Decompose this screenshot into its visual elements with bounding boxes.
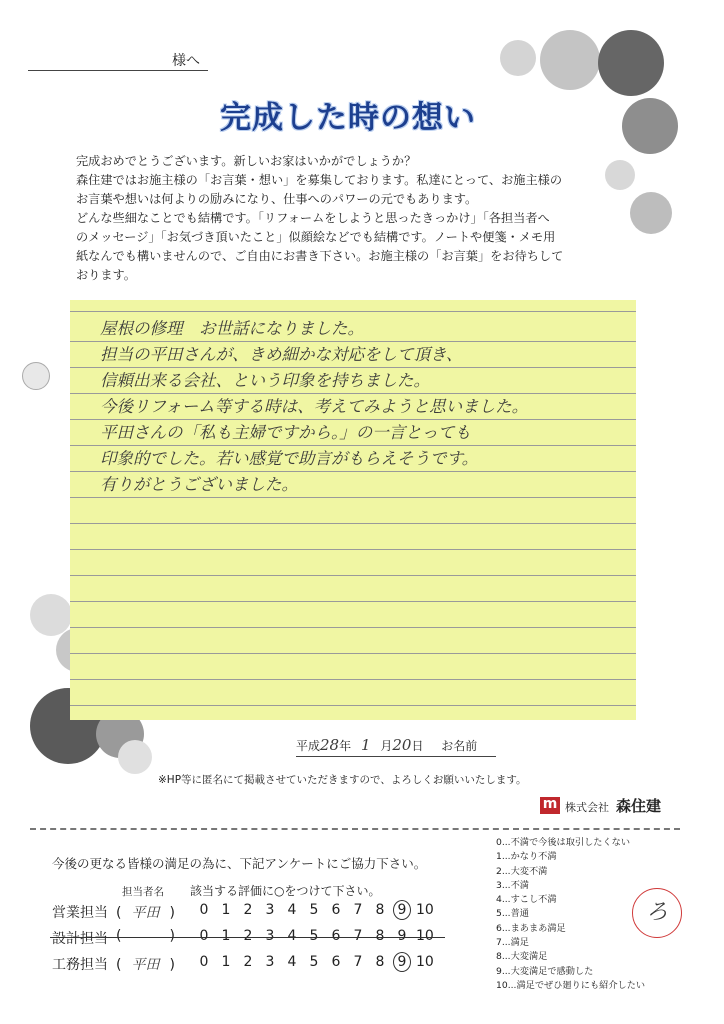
rating-option[interactable]: 1 xyxy=(221,902,231,918)
rating-option[interactable]: 8 xyxy=(375,902,385,918)
legend-item: 3...不満 xyxy=(496,879,529,891)
rating-option[interactable]: 0 xyxy=(199,954,209,970)
survey-row-staff: ( 平田 ) xyxy=(116,954,186,974)
rating-option[interactable]: 7 xyxy=(353,928,363,944)
legend-item: 6...まあまあ満足 xyxy=(496,922,566,934)
rating-option[interactable]: 6 xyxy=(331,928,341,944)
rating-option[interactable]: 9 xyxy=(393,952,411,972)
decorative-circle xyxy=(30,594,72,636)
message-text xyxy=(100,316,630,498)
decorative-circle xyxy=(22,362,50,390)
message-line: 担当の平田さんが、きめ細かな対応をして頂き、 xyxy=(100,345,463,364)
date-year: 28 xyxy=(320,736,340,754)
staff-name: 平田 xyxy=(131,905,160,921)
date-day-label: 日 xyxy=(411,739,424,753)
intro-line: 紙なんでも構いませんので、ご自由にお書き下さい。お施主様の「お言葉」をお待ちして xyxy=(76,249,564,263)
rating-option[interactable]: 0 xyxy=(199,928,209,944)
rating-option[interactable]: 7 xyxy=(353,902,363,918)
rating-option[interactable]: 3 xyxy=(265,928,275,944)
addressee-label: 様へ xyxy=(172,53,200,69)
stamp-text: ろ xyxy=(645,900,668,925)
intro-text xyxy=(76,152,636,285)
rating-option[interactable]: 5 xyxy=(309,954,319,970)
legend-item: 10...満足でぜひ廻りにも紹介したい xyxy=(496,979,646,991)
message-line: 有りがとうございました。 xyxy=(100,475,298,494)
intro-line: おります。 xyxy=(76,268,136,282)
date-row xyxy=(296,736,496,757)
addressee-line xyxy=(28,70,208,71)
rating-option[interactable]: 6 xyxy=(331,954,341,970)
survey-title: 今後の更なる皆様の満足の為に、下記アンケートにご協力下さい。 xyxy=(52,856,427,871)
date-month: 1 xyxy=(360,736,371,754)
rating-option[interactable]: 10 xyxy=(416,928,434,944)
date-year-label: 年 xyxy=(339,739,352,753)
legend-item: 9...大変満足で感動した xyxy=(496,965,594,977)
rating-option[interactable]: 9 xyxy=(393,900,411,920)
rating-option[interactable]: 3 xyxy=(265,954,275,970)
notice-text: ※HP等に匿名にて掲載させていただきますので、よろしくお願いいたします。 xyxy=(158,774,527,786)
rating-option[interactable]: 2 xyxy=(243,902,253,918)
intro-line: 森住建ではお施主様の「お言葉・想い」を募集しております。私達にとって、お施主様の xyxy=(76,173,563,187)
rating-option[interactable]: 10 xyxy=(416,954,434,970)
intro-line: 完成おめでとうございます。新しいお家はいかがでしょうか？ xyxy=(76,154,417,168)
decorative-circle xyxy=(118,740,152,774)
rating-option[interactable]: 7 xyxy=(353,954,363,970)
date-era: 平成 xyxy=(296,739,321,753)
decorative-circle xyxy=(540,30,600,90)
decorative-circle xyxy=(500,40,536,76)
rating-option[interactable]: 4 xyxy=(287,954,297,970)
rating-option[interactable]: 0 xyxy=(199,902,209,918)
intro-line: のメッセージ」「お気づき頂いたこと」似顔絵などでも結構です。ノートや便箋・メモ用 xyxy=(76,230,556,244)
logo-letter: m xyxy=(542,796,558,812)
strike-line xyxy=(50,937,445,938)
survey-row-label: 営業担当 xyxy=(52,905,108,921)
message-line: 印象的でした。若い感覚で助言がもらえそうです。 xyxy=(100,449,479,468)
message-line: 今後リフォーム等する時は、考えてみようと思いました。 xyxy=(100,397,529,416)
message-line: 屋根の修理 お世話になりました。 xyxy=(100,319,364,338)
rating-option[interactable]: 4 xyxy=(287,902,297,918)
legend-item: 0...不満で今後は取引したくない xyxy=(496,837,631,848)
company-prefix: 株式会社 xyxy=(565,801,609,814)
company-logo xyxy=(540,797,560,814)
name-label: お名前 xyxy=(441,739,478,753)
rating-option[interactable]: 1 xyxy=(221,954,231,970)
rating-option[interactable]: 8 xyxy=(375,928,385,944)
rating-option[interactable]: 8 xyxy=(375,954,385,970)
survey-row-label: 設計担当 xyxy=(52,931,108,947)
rating-option[interactable]: 9 xyxy=(397,928,407,944)
date-day: 20 xyxy=(392,736,412,754)
page-title: 完成した時の想い xyxy=(220,100,476,136)
decorative-circle xyxy=(622,98,678,154)
rating-option[interactable]: 5 xyxy=(309,902,319,918)
rating-option[interactable]: 6 xyxy=(331,902,341,918)
message-line: 平田さんの「私も主婦ですから。」の一言とっても xyxy=(100,423,471,442)
intro-line: お言葉や想いは何よりの励みになり、仕事へのパワーの元でもあります。 xyxy=(76,192,478,206)
decorative-circle xyxy=(598,30,664,96)
decorative-circle xyxy=(630,192,672,234)
survey-row-label: 工務担当 xyxy=(52,957,108,973)
legend-item: 8...大変満足 xyxy=(496,951,548,963)
survey-row-staff: ( ) xyxy=(116,928,175,944)
rating-option[interactable]: 3 xyxy=(265,902,275,918)
legend-item: 5...普通 xyxy=(496,908,529,920)
rating-option[interactable]: 4 xyxy=(287,928,297,944)
rating-legend xyxy=(496,836,645,993)
message-line: 信頼出来る会社、という印象を持ちました。 xyxy=(100,371,430,390)
date-month-label: 月 xyxy=(380,739,393,753)
message-note xyxy=(70,300,636,720)
rating-option[interactable]: 2 xyxy=(243,954,253,970)
intro-line: どんな些細なことでも結構です。「リフォームをしようと思ったきっかけ」「各担当者へ xyxy=(76,211,550,225)
rating-option[interactable]: 5 xyxy=(309,928,319,944)
rating-option[interactable]: 2 xyxy=(243,928,253,944)
legend-item: 4...すこし不満 xyxy=(496,894,557,906)
divider xyxy=(30,828,680,830)
rating-option[interactable]: 1 xyxy=(221,928,231,944)
legend-item: 7...満足 xyxy=(496,937,529,949)
legend-item: 2...大変不満 xyxy=(496,865,548,877)
staff-header: 担当者名 xyxy=(122,886,164,898)
rating-option[interactable]: 10 xyxy=(416,902,434,918)
survey-instruction: 該当する評価に○をつけて下さい。 xyxy=(190,884,381,898)
company-name: 森住建 xyxy=(616,797,662,815)
staff-name: 平田 xyxy=(131,957,160,973)
legend-item: 1...かなり不満 xyxy=(496,851,557,863)
survey-row-staff: ( 平田 ) xyxy=(116,902,186,922)
